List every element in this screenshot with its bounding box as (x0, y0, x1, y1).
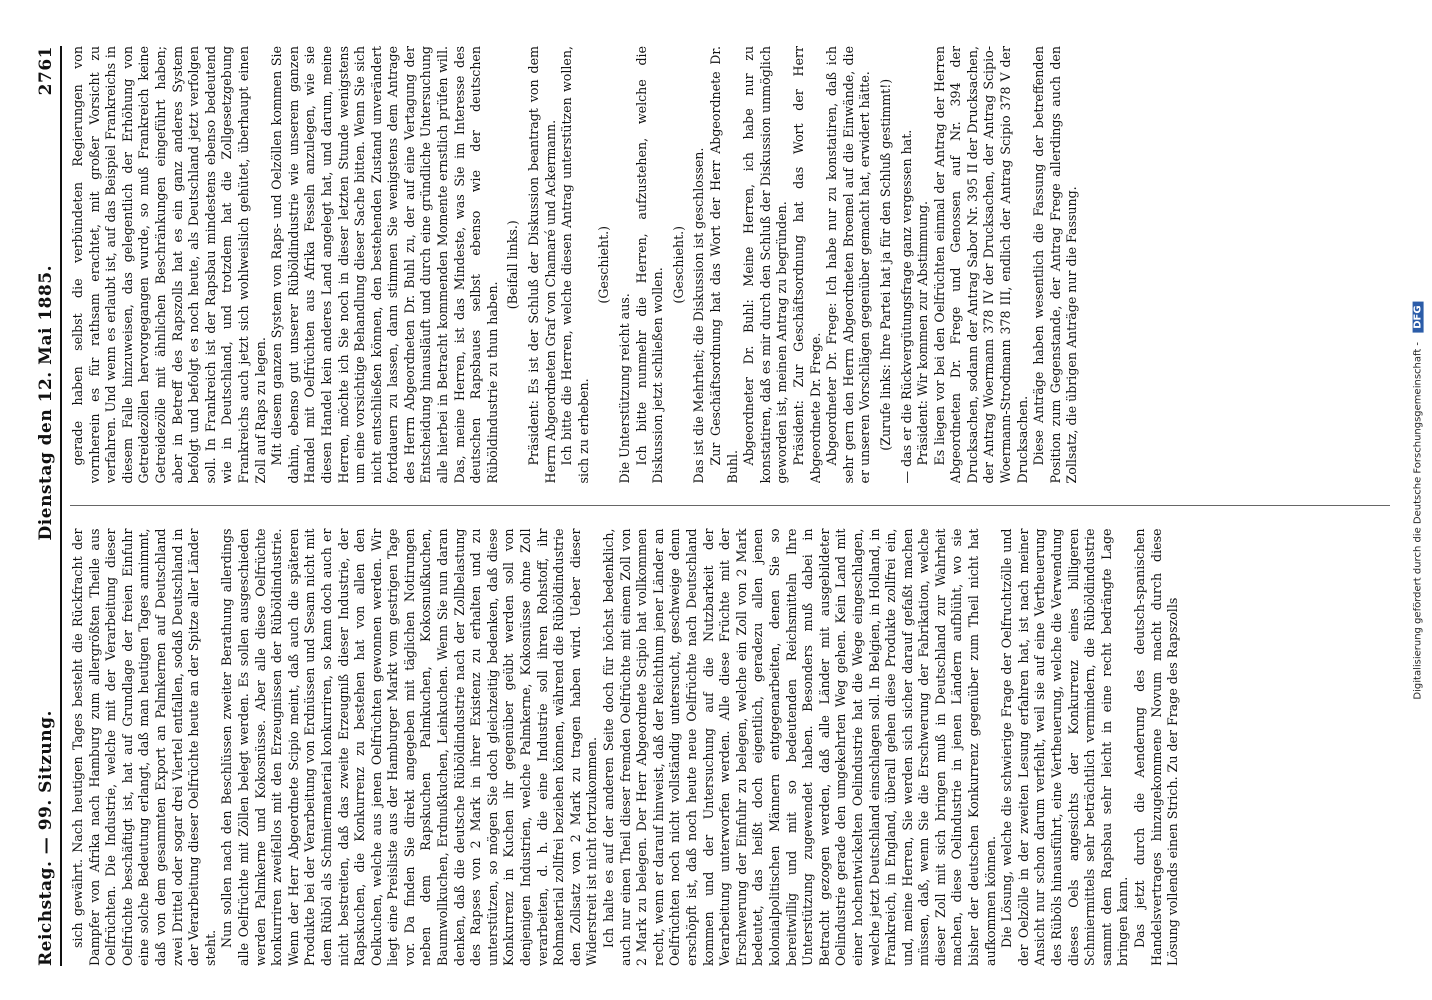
stage-direction: (Beifall links.) (505, 220, 521, 310)
column-divider (70, 506, 1390, 507)
paragraph: Ich bitte nunmehr die Herren, aufzustehen, welche die Diskussion jetzt schließen wollen. (633, 46, 666, 484)
paragraph: Nun sollen nach den Beschlüssen zweiter Berathung allerdings alle Oelfrüchte mit Zöllen belegt werden. Es sollen ausgeschieden werden Palmkerne und Kokosnüsse. Aber alle diese Oelfrüchte konkurriren zweifellos mit den Erzeugnissen der Rüböldindustrie. Wenn der Herr Abgeordnete Scipio meint, daß auch die späteren Produkte bei der Verarbeitung von Erdnüssen und Sesam nicht mit dem Rüböl als Schmiermaterial konkurriren, so kann doch auch er nicht bestreiten, daß das zweite Erzeugniß dieser Industrie, der Rapskuchen, die Konkurrenz zu bestehen hat von allen den Oelkuchen, welche aus jenen Oelfrüchten gewonnen werden. Wir liegt eine Preisliste aus der Hamburger Markt vom gestrigen Tage vor. Da finden Sie direkt angegeben mit täglichen Notirungen neben dem Rapskuchen Palmkuchen, Kokosnußkuchen, Baumwollkuchen, Erdnußkuchen, Leinkuchen. Wenn Sie nun daran denken, daß die deutsche Rüböldindustrie nach der Zollbelastung des Rapses von 2 Mark in ihrer Existenz zu erhalten und zu unterstützen, so mögen Sie doch gleichzeitig bedenken, daß diese Konkurrenz in Kuchen ihr gegenüber geübt werden soll von denjenigen Industrien, welche Palmkerne, Kokosnüsse ohne Zoll verarbeiten, d. h. die eine Industrie soll ihren Rohstoff, ihr Rohmaterial zollfrei beziehen können, während die Rüböldindustrie den Zollsatz von 2 Mark zu tragen haben wird. Ueber dieser Widerstreit ist nicht fortzukommen. (219, 528, 600, 966)
right-column (70, 46, 1390, 484)
paragraph: Das jetzt durch die Aenderung des deutsch-spanischen Handelsvertrages hinzugekommene Novum macht durch diese Lösung vollends einen Strich. Zu der Frage des Rapszolls (1132, 528, 1181, 966)
paragraph: Ich bitte die Herren, welche diesen Antrag unterstützen wollen, sich zu erheben. (559, 46, 591, 484)
speaker-paragraph: Abgeordneter Dr. Frege: Ich habe nur zu konstatiren, daß ich sehr gern den Herrn Abgeordneten Broemel auf die Einwände, die er unseren Vorschlägen gegenüber gemacht hat, erwidert hätte. (824, 46, 873, 484)
funding-text: Digitalisierung gefördert durch die Deutsche Forschungsgemeinschaft - (1412, 341, 1424, 700)
paragraph: sich gewährt. Nach heutigen Tages besteht die Rückfracht der Dampfer von Afrika nach Hamburg zum allergrößten Theile aus Oelfrüchten. Die Industrie, welche mit der Verarbeitung dieser Oelfrüchte beschäftigt ist, hat auf Grundlage der freien Einfuhr eine solche Bedeutung erlangt, daß man heutigen Tages annimmt, daß von dem gesammten Export an Palmkernen auf Deutschland zwei Drittel oder sogar drei Viertel entfallen, sodaß Deutschland in der Verarbeitung dieser Oelfrüchte heute an der Spitze aller Länder steht. (70, 528, 218, 966)
paragraph: Das ist die Mehrheit; die Diskussion ist geschlossen. (691, 147, 707, 484)
page-number: 2761 (36, 46, 56, 96)
speaker-paragraph: Präsident: Zur Geschäftsordnung hat das Wort der Herr Abgeordnete Dr. Frege. (790, 46, 823, 484)
stage-direction: (Geschieht.) (596, 225, 612, 304)
paragraph: Zur Geschäftsordnung hat das Wort der Herr Abgeordnete Dr. Buhl. (707, 46, 740, 484)
paragraph: Mit diesem ganzen System von Raps- und Oelzöllen kommen Sie dahin, ebenso gut unserer Rüböldindustrie wie unserem ganzen Handel mit Oelfrüchten aus Afrika Fesseln anzulegen, wie sie diesen Handel kein anderes Land angelegt hat, und darum, meine Herren, möchte ich Sie noch in dieser letzten Stunde wenigstens um eine vorsichtige Behandlung dieser Sache bitten. Wenn Sie sich nicht entschließen können, den bestehenden Zustand unverändert fortdauern zu lassen, dann stimmen Sie wenigstens dem Antrage des Herrn Abgeordneten Dr. Buhl zu, der auf eine Vertagung der Entscheidung hinausläuft und durch eine gründliche Untersuchung alle hierbei in Betracht kommenden Momente ernstlich prüfen will. Das, meine Herren, ist das Mindeste, was Sie im Interesse des deutschen Rapsbaues selbst ebenso wie der deutschen Rüböldindustrie zu thun haben. (269, 46, 500, 484)
digitization-note (1406, 0, 1430, 1000)
digitization-note-text (1413, 301, 1424, 699)
stage-direction: (Geschieht.) (670, 225, 686, 304)
paragraph: — das er die Rückvergütungsfrage ganz vergessen hat. (898, 129, 914, 484)
header-session: Reichstag. — 99. Sitzung. (36, 710, 56, 966)
header-date: Dienstag den 12. Mai 1885. (36, 264, 56, 541)
paragraph: gerade haben selbst die verbündeten Regierungen von vornherein es für rathsam erachtet, mit großer Vorsicht zu verfahren. Und wenn es erlaubt ist, auf das Beispiel Frankreichs in diesem Falle hinzuweisen, das gelegentlich der Erhöhung von Getreidezöllen hervorgegangen wurde, so muß Frankreich keine Getreidezölle mit ähnlichen Beschränkungen eingeführt haben; aber in Betreff des Rapszolls hat es ein ganz anderes System befolgt und befolgt es noch heute, als Deutschland jetzt verfolgen soll. In Frankreich ist der Rapsbau mindestens ebenso bedeutend wie in Deutschland, und trotzdem hat die Zollgesetzgebung Frankreichs auch jetzt sich wohlweislich gehütet, überhaupt einen Zoll auf Raps zu legen. (70, 46, 268, 484)
speaker-paragraph: Präsident: Es ist der Schluß der Diskussion beantragt von dem Herrn Abgeordneten Graf von Chamaré und Ackermann. (526, 46, 558, 484)
speaker-paragraph: Abgeordneter Dr. Buhl: Meine Herren, ich habe nur zu konstatiren, daß es mir durch den Schluß der Diskussion unmöglich geworden ist, meinen Antrag zu begründen. (741, 46, 790, 484)
speaker-paragraph: Präsident: Wir kommen zur Abstimmung. (915, 200, 931, 466)
paragraph: Es liegen vor bei den Oelfrüchten einmal der Antrag der Herren Abgeordneten Dr. Frege und Genossen auf Nr. 394 der Drucksachen, sodann der Antrag Sabor Nr. 395 II der Drucksachen, der Antrag Woermann 378 IV der Drucksachen, der Antrag Scipio-Woermann-Strodmann 378 III, endlich der Antrag Scipio 378 V der Drucksachen. (931, 46, 1030, 484)
paragraph: Diese Anträge haben wesentlich die Fassung der betreffenden Position zum Gegenstande, der Antrag Frege allerdings auch den Zollsatz, die übrigen Anträge nur die Fassung. (1031, 46, 1080, 484)
page-content (26, 26, 1406, 986)
page-header (36, 46, 62, 966)
paragraph: Die Unterstützung reicht aus. (617, 293, 632, 484)
dfg-logo: DFG (1413, 301, 1424, 332)
paragraph: Die Lösung, welche die schwierige Frage der Oelfruchtzölle und der Oelzölle in der zweiten Lesung erfahren hat, ist nach meiner Ansicht nur schon darum verfehlt, weil sie auf eine Vertheuerung des Rüböls hinausführt, eine Vertheuerung, welche die Verwendung dieses Oels angesichts der Konkurrenz eines billigeren Schmiermittels sehr beträchtlich vermindern, die Rüböldindustrie sammt dem Rapsbau sehr leicht in eine recht bedrängte Lage bringen kann. (999, 528, 1131, 966)
paragraph: Ich halte es auf der anderen Seite doch für höchst bedenklich, auch nur einen Theil dieser fremden Oelfrüchte mit einem Zoll von 2 Mark zu belegen. Der Herr Abgeordnete Scipio hat vollkommen recht, wenn er darauf hinweist, daß der Reichthum jener Länder an Oelfrüchten noch nicht vollständig untersucht, geschweige denn erschöpft ist, daß noch heute neue Oelfrüchte nach Deutschland kommen und der Untersuchung auf die Nutzbarkeit der Verarbeitung unterworfen werden. Alle diese Früchte mit der Erschwerung der Einfuhr zu belegen, welche ein Zoll von 2 Mark bedeutet, das heißt doch eigentlich, geradezu allen jenen kolonialpolitischen Männern entgegenarbeiten, denen Sie so bereitwillig und mit so bedeutenden Reichsmitteln Ihre Unterstützung zugewendet haben. Besonders muß dabei in Betracht gezogen werden, daß alle Länder mit ausgebildeter Oelindustrie gerade den umgekehrten Weg gehen. Kein Land mit einer hochentwickelten Oelindustrie hat die Wege eingeschlagen, welche jetzt Deutschland einschlagen soll. In Belgien, in Holland, in Frankreich, in England, überall gehen diese Produkte zollfrei ein, und, meine Herren, Sie werden sich sicher darauf gefaßt machen müssen, daß, wenn Sie die Erschwerung der Fabrikation, welche dieser Zoll mit sich bringen muß in Deutschland zur Wahrheit machen, diese Oelindustrie in jenen Ländern aufblüht, wo sie bisher der deutschen Konkurrenz gegenüber zum Theil nicht hat aufkommen können. (601, 528, 998, 966)
text-columns (70, 46, 1390, 966)
left-column (70, 529, 1390, 967)
rotated-document-page (26, 26, 1406, 986)
stage-direction: (Zurufe links: Ihre Partei hat ja für den Schluß gestimmt!) (877, 78, 893, 451)
